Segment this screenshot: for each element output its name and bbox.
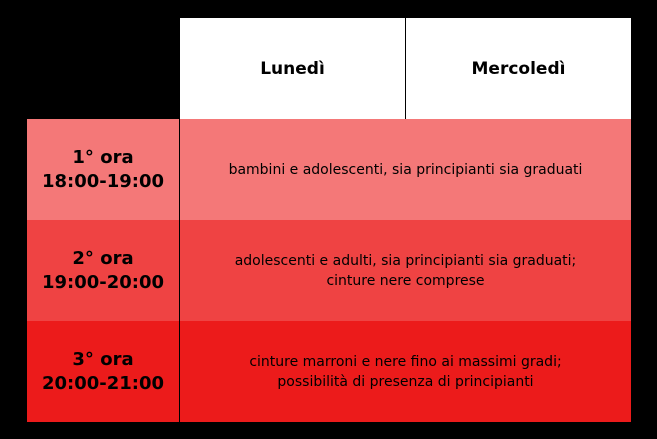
table-corner [0, 0, 179, 119]
day-header-monday [179, 18, 405, 119]
slot-number: 2° ora [72, 247, 134, 269]
description-line: cinture nere comprese [326, 272, 485, 289]
description-line: adolescenti e adulti, sia principianti sia graduati; [234, 252, 577, 269]
slot-time: 19:00-20:00 [41, 271, 165, 293]
day-header-label: Mercoledì [471, 58, 566, 79]
slot-description-1 [179, 119, 631, 220]
slot-description-3 [179, 321, 631, 422]
description-line: bambini e adolescenti, sia principianti sia graduati [228, 161, 583, 178]
day-header-wednesday [405, 18, 631, 119]
description-line: cinture marroni e nere fino ai massimi gradi; [249, 353, 562, 370]
slot-time: 20:00-21:00 [41, 372, 165, 394]
time-slot-3 [27, 321, 179, 422]
time-slot-2 [27, 220, 179, 321]
time-slot-1 [27, 119, 179, 220]
slot-description-2 [179, 220, 631, 321]
day-header-label: Lunedì [260, 58, 325, 79]
description-line: possibilità di presenza di principianti [277, 373, 534, 390]
slot-time: 18:00-19:00 [41, 170, 165, 192]
slot-number: 1° ora [72, 146, 134, 168]
slot-number: 3° ora [72, 348, 134, 370]
